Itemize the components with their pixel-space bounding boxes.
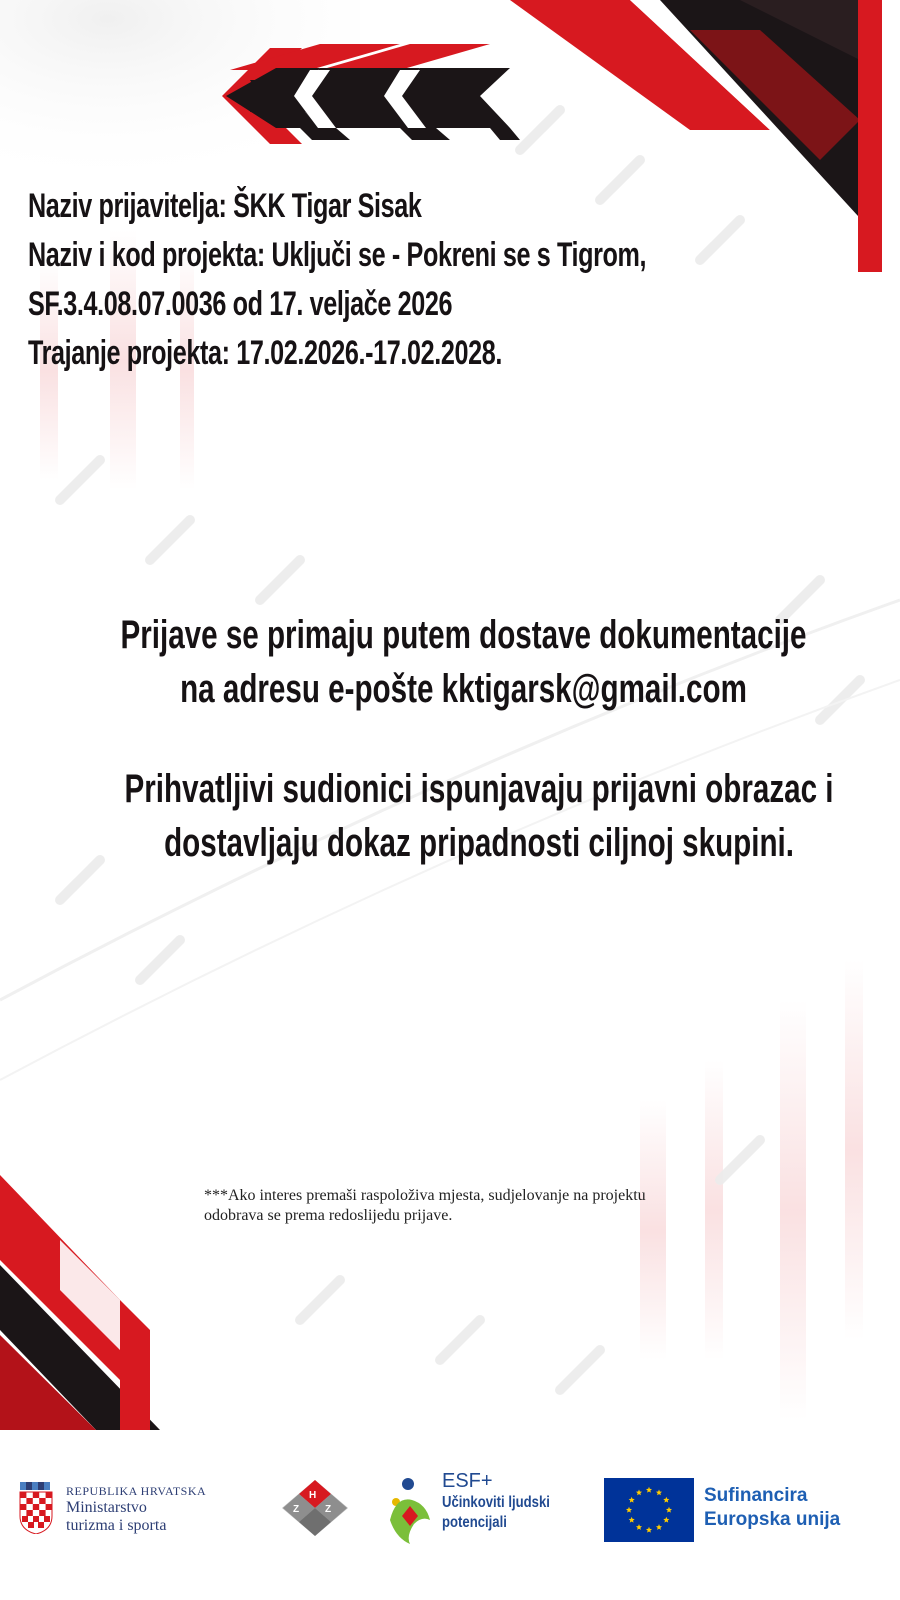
application-instructions	[0, 608, 900, 716]
eligibility-instructions	[0, 762, 900, 870]
esf-subtitle-2: potencijali	[442, 1514, 507, 1531]
eligibility-line-1: Prihvatljivi sudionici ispunjavaju prijavni obrazac i	[124, 767, 834, 811]
applicant-line: Naziv prijavitelja: ŠKK Tigar Sisak	[28, 187, 422, 225]
bottom-left-stripes	[0, 1175, 160, 1430]
project-duration-line: Trajanje projekta: 17.02.2026.-17.02.2028.	[28, 334, 503, 372]
project-code-line: SF.3.4.08.07.0036 od 17. veljače 2026	[28, 285, 453, 323]
project-name-line: Naziv i kod projekta: Uključi se - Pokreni se s Tigrom,	[28, 236, 647, 274]
svg-text:Z: Z	[325, 1504, 332, 1515]
eu-logo	[604, 1478, 864, 1544]
ministry-name-2: turizma i sporta	[66, 1517, 167, 1534]
svg-text:Z: Z	[293, 1504, 300, 1515]
esf-title: ESF+	[442, 1470, 493, 1492]
footer-logos	[0, 1462, 900, 1582]
svg-text:H: H	[309, 1490, 317, 1501]
project-info	[28, 182, 647, 378]
instruction-line-2: na adresu e-pošte kktigarsk@gmail.com	[180, 667, 747, 711]
ministry-country: REPUBLIKA HRVATSKA	[66, 1484, 207, 1498]
footnote-line-1: ***Ako interes premaši raspoloživa mjesta, sudjelovanje na projektu	[204, 1187, 646, 1204]
eu-flag-icon	[604, 1478, 694, 1542]
footnote	[204, 1186, 764, 1226]
esf-figure-icon	[386, 1476, 434, 1546]
instruction-line-1: Prijave se primaju putem dostave dokumentacije	[120, 613, 807, 657]
esf-subtitle-1: Učinkoviti ljudski	[442, 1494, 550, 1511]
eligibility-line-2: dostavljaju dokaz pripadnosti ciljnoj skupini.	[164, 821, 794, 865]
eu-line-1: Sufinancira	[704, 1485, 808, 1506]
footnote-line-2: odobrava se prema redoslijedu prijave.	[204, 1207, 453, 1224]
chevron-arrows-graphic	[222, 44, 520, 144]
ministry-logo	[16, 1482, 236, 1542]
eu-line-2: Europska unija	[704, 1509, 841, 1530]
esf-logo	[386, 1470, 576, 1550]
hzz-logo-icon	[280, 1478, 350, 1538]
ministry-name-1: Ministarstvo	[66, 1499, 147, 1516]
croatian-coat-of-arms-icon	[18, 1482, 54, 1534]
